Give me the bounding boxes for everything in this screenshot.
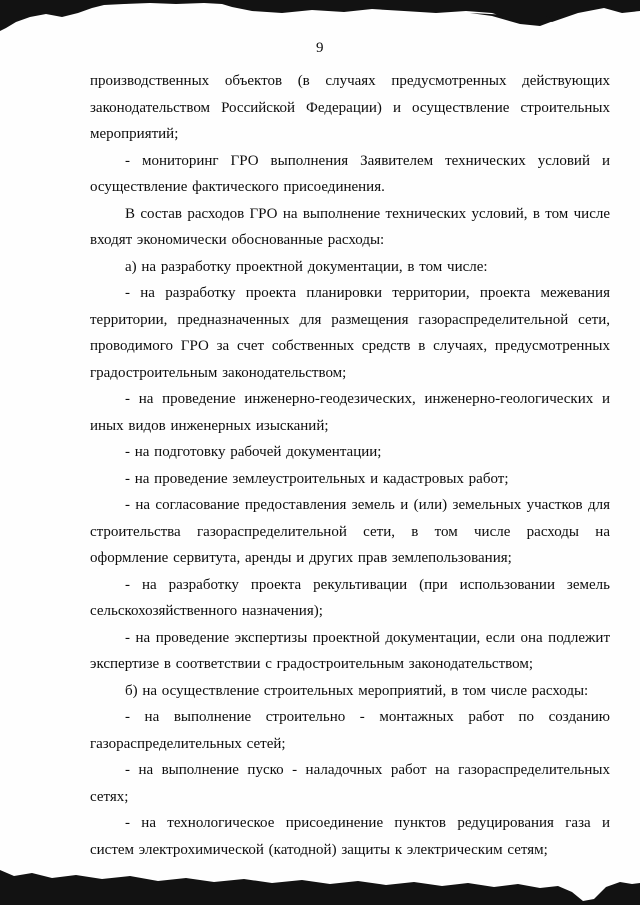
scan-torn-edge-top: [0, 0, 640, 40]
paragraph: - на проведение экспертизы проектной документации, если она подлежит экспертизе в соответствии с градостроительным законодательством;: [90, 629, 610, 672]
paragraph: - мониторинг ГРО выполнения Заявителем технических условий и осуществление фактического присоединения.: [90, 152, 610, 195]
page-number: 9: [316, 40, 324, 56]
paragraph: - на проведение землеустроительных и кадастровых работ;: [125, 470, 509, 487]
paragraph: - на выполнение строительно - монтажных работ по созданию газораспределительных сетей;: [90, 709, 610, 752]
paragraph: а) на разработку проектной документации, в том числе:: [125, 258, 488, 275]
paragraph: производственных объектов (в случаях предусмотренных действующих законодательством Российской Федерации) и осуществление строительных мероприятий;: [90, 73, 610, 142]
paragraph: - на выполнение пуско - наладочных работ на газораспределительных сетях;: [90, 762, 610, 805]
paragraph: б) на осуществление строительных мероприятий, в том числе расходы:: [125, 682, 589, 699]
paragraph: - на разработку проекта рекультивации (при использовании земель сельскохозяйственного назначения);: [90, 576, 610, 619]
paragraph: - на технологическое присоединение пунктов редуцирования газа и систем электрохимической (катодной) защиты к электрическим сетям;: [90, 815, 610, 858]
paragraph: - на проведение инженерно-геодезических, инженерно-геологических и иных видов инженерных изысканий;: [90, 391, 610, 434]
scan-torn-edge-bottom: [0, 860, 640, 905]
paragraph: - на согласование предоставления земель и (или) земельных участков для строительства газораспределительной сети, в том числе расходы на оформление сервитута, аренды и других прав землепользования;: [90, 497, 610, 566]
paragraph: - на разработку проекта планировки территории, проекта межевания территории, предназначенных для размещения газораспределительной сети, проводимого ГРО за счет собственных средств в случаях, предусмотренных градостроительным законодательством;: [90, 285, 610, 381]
document-body: [90, 68, 610, 863]
paragraph: В состав расходов ГРО на выполнение технических условий, в том числе входят экономически обоснованные расходы:: [90, 205, 610, 248]
paragraph: - на подготовку рабочей документации;: [125, 444, 382, 460]
